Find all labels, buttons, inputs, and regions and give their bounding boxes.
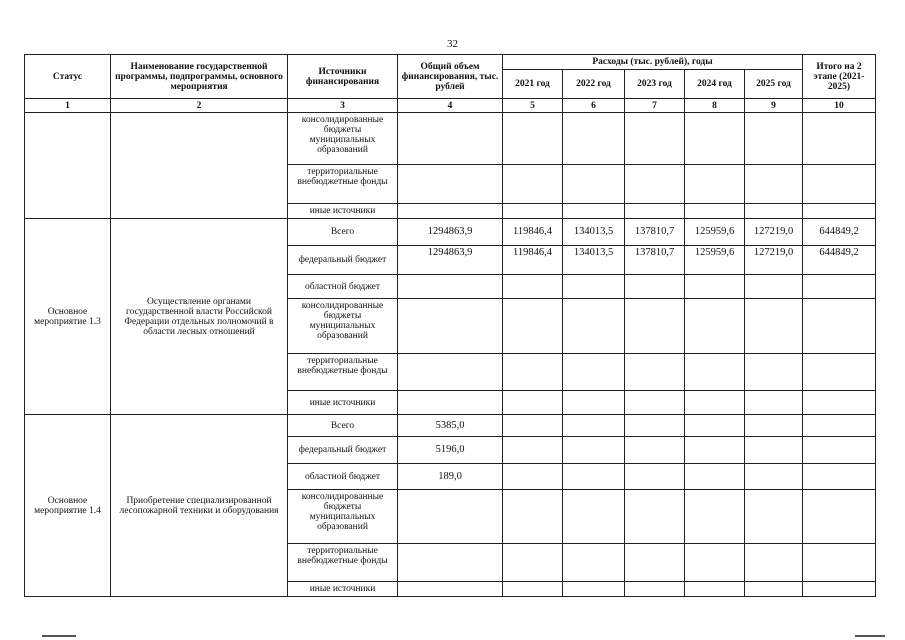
value-cell: 5196,0 <box>398 437 503 464</box>
value-cell: 137810,7 <box>625 219 685 246</box>
status-cell: Основное мероприятие 1.3 <box>25 219 111 415</box>
scan-mark <box>855 635 885 637</box>
value-cell: 134013,5 <box>563 246 625 275</box>
column-number: 10 <box>803 99 876 113</box>
header-expenses: Расходы (тыс. рублей), годы <box>503 55 803 70</box>
header-sources: Источники финансирования <box>288 55 398 99</box>
table-row <box>25 415 876 437</box>
table-row <box>25 113 876 165</box>
value-cell: 119846,4 <box>503 219 563 246</box>
column-number: 9 <box>745 99 803 113</box>
header-stage-total: Итого на 2 этапе (2021-2025) <box>803 55 876 99</box>
name-cell <box>111 113 288 219</box>
source-label: федеральный бюджет <box>288 246 398 275</box>
value-cell: 137810,7 <box>625 246 685 275</box>
value-cell: 644849,2 <box>803 246 876 275</box>
column-number: 6 <box>563 99 625 113</box>
source-label: областной бюджет <box>288 275 398 299</box>
header-year: 2024 год <box>685 70 745 99</box>
source-label: консолидированные бюджеты муниципальных образований <box>288 113 398 165</box>
value-cell: 127219,0 <box>745 219 803 246</box>
value-cell: 125959,6 <box>685 246 745 275</box>
source-label: иные источники <box>288 391 398 415</box>
source-label: территориальные внебюджетные фонды <box>288 354 398 391</box>
scan-mark <box>42 635 76 637</box>
column-number: 7 <box>625 99 685 113</box>
header-total-volume: Общий объем финансирования, тыс. рублей <box>398 55 503 99</box>
column-number: 4 <box>398 99 503 113</box>
column-number: 1 <box>25 99 111 113</box>
header-year: 2025 год <box>745 70 803 99</box>
header-name: Наименование государственной программы, подпрограммы, основного мероприятия <box>111 55 288 99</box>
source-label: консолидированные бюджеты муниципальных образований <box>288 490 398 544</box>
value-cell: 1294863,9 <box>398 219 503 246</box>
value-cell: 119846,4 <box>503 246 563 275</box>
header-row-1 <box>25 55 876 70</box>
source-label: областной бюджет <box>288 464 398 490</box>
value-cell: 134013,5 <box>563 219 625 246</box>
source-label: иные источники <box>288 204 398 219</box>
value-cell: 189,0 <box>398 464 503 490</box>
source-label: консолидированные бюджеты муниципальных образований <box>288 299 398 354</box>
column-number: 5 <box>503 99 563 113</box>
value-cell: 127219,0 <box>745 246 803 275</box>
column-number: 3 <box>288 99 398 113</box>
page-number: 32 <box>447 38 458 50</box>
source-label: Всего <box>288 415 398 437</box>
header-year: 2023 год <box>625 70 685 99</box>
value-cell: 644849,2 <box>803 219 876 246</box>
table-row <box>25 219 876 246</box>
value-cell: 125959,6 <box>685 219 745 246</box>
source-label: федеральный бюджет <box>288 437 398 464</box>
source-label: Всего <box>288 219 398 246</box>
source-label: территориальные внебюджетные фонды <box>288 165 398 204</box>
column-number: 2 <box>111 99 288 113</box>
name-cell: Приобретение специализированной лесопожарной техники и оборудования <box>111 415 288 597</box>
header-status: Статус <box>25 55 111 99</box>
column-number: 8 <box>685 99 745 113</box>
financing-table <box>24 54 876 597</box>
value-cell: 1294863,9 <box>398 246 503 275</box>
source-label: иные источники <box>288 582 398 597</box>
status-cell <box>25 113 111 219</box>
source-label: территориальные внебюджетные фонды <box>288 544 398 582</box>
status-cell: Основное мероприятие 1.4 <box>25 415 111 597</box>
header-year: 2022 год <box>563 70 625 99</box>
value-cell: 5385,0 <box>398 415 503 437</box>
header-year: 2021 год <box>503 70 563 99</box>
column-number-row <box>25 99 876 113</box>
name-cell: Осуществление органами государственной власти Российской Федерации отдельных полномочий в области лесных отношений <box>111 219 288 415</box>
